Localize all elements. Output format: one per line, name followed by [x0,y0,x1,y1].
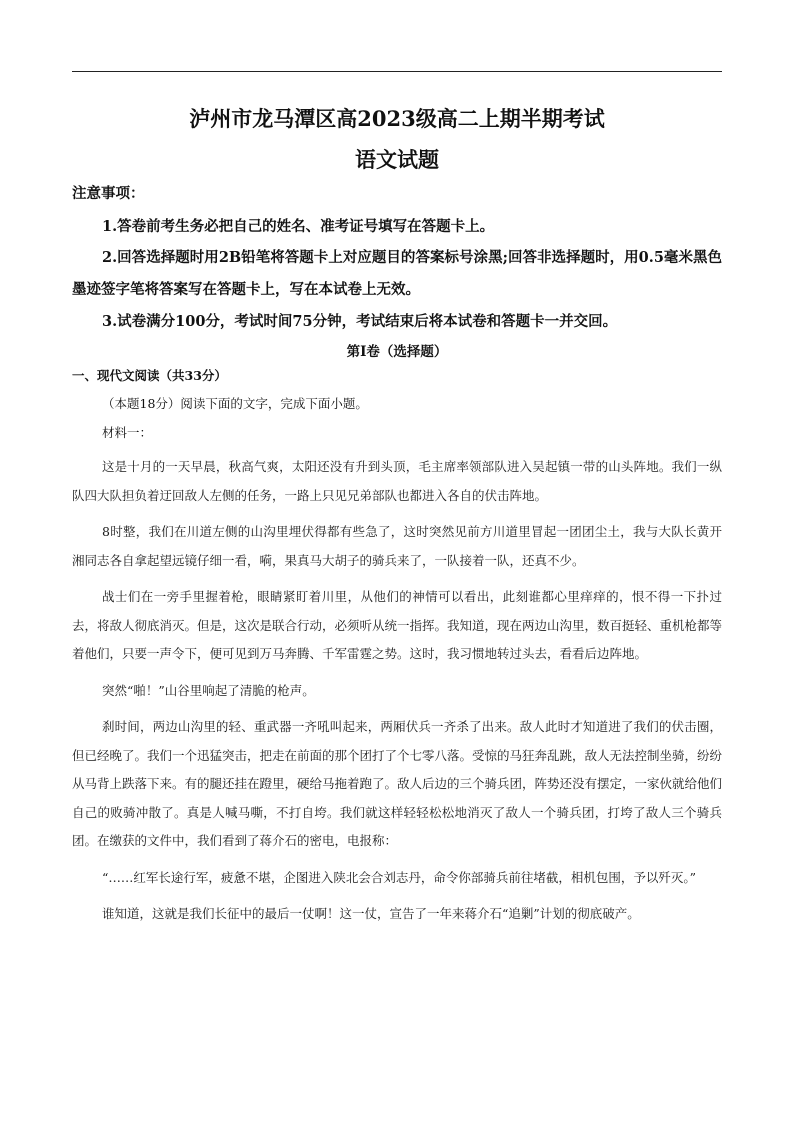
passage-paragraph-2: 8时整，我们在川道左侧的山沟里埋伏得都有些急了，这时突然见前方川道里冒起一团团尘土，我与大队长黄开湘同志各自拿起望远镜仔细一看，嗬，果真马大胡子的骑兵来了，一队接着一队，还真不少。 [72,524,722,568]
passage-paragraph-3: 战士们在一旁手里握着枪，眼睛紧盯着川里，从他们的神情可以看出，此刻谁都心里痒痒的，恨不得一下扑过去，将敌人彻底消灭。但是，这次是联合行动，必须听从统一指挥。我知道，现在两边山沟里，数百挺轻、重机枪都等着他们，只要一声令下，便可见到万马奔腾、千军雷霆之势。这时，我习惯地转过头去，看看后边阵地。 [72,589,723,661]
question-intro: （本题18分）阅读下面的文字，完成下面小题。 [102,396,368,411]
passage-paragraph-7: 谁知道，这就是我们长征中的最后一仗啊！这一仗，宣告了一年来蒋介石“追剿”计划的彻底破产。 [102,906,640,921]
notice-heading: 注意事项： [72,185,145,202]
exam-title: 泸州市龙马潭区高2023级高二上期半期考试 [189,106,605,131]
material-label: 材料一： [102,425,153,440]
part-heading: 一、现代文阅读（共33分） [72,368,227,383]
passage-paragraph-6: “……红军长途行军，疲惫不堪，企图进入陕北会合刘志丹，命令你部骑兵前往堵截，相机包围，予以歼灭。” [102,869,697,885]
notice-item-3: 3.试卷满分100分，考试时间75分钟，考试结束后将本试卷和答题卡一并交回。 [102,313,618,330]
header-rule [72,71,722,72]
notice-item-2: 2.回答选择题时用2B铅笔将答题卡上对应题目的答案标号涂黑;回答非选择题时，用0.5毫米黑色墨迹签字笔将答案写在答题卡上，写在本试卷上无效。 [72,249,722,298]
section-title: 第Ⅰ卷（选择题） [346,344,448,360]
notice-item-1: 1.答卷前考生务必把自己的姓名、准考证号填写在答题卡上。 [102,218,495,235]
passage-paragraph-5: 刹时间，两边山沟里的轻、重武器一齐吼叫起来，两厢伏兵一齐杀了出来。敌人此时才知道进了我们的伏击圈，但已经晚了。我们一个迅猛突击，把走在前面的那个团打了个七零八落。受惊的马狂奔乱跳，敌人无法控制坐骑，纷纷从马背上跌落下来。有的腿还挂在蹬里，硬给马拖着跑了。敌人后边的三个骑兵团，阵势还没有摆定，一家伙就给他们自己的败骑冲散了。真是人喊马嘶，不打自垮。我们就这样轻轻松松地消灭了敌人一个骑兵团，打垮了敌人三个骑兵团。在缴获的文件中，我们看到了蒋介石的密电，电报称： [72,719,723,848]
passage-paragraph-1: 这是十月的一天早晨，秋高气爽，太阳还没有升到头顶，毛主席率领部队进入吴起镇一带的山头阵地。我们一纵队四大队担负着迂回敌人左侧的任务，一路上只见兄弟部队也都进入各自的伏击阵地。 [72,459,722,503]
reading-passage [72,453,722,937]
passage-paragraph-4: 突然“啪！”山谷里响起了清脆的枪声。 [102,682,315,698]
exam-subtitle: 语文试题 [355,147,439,172]
